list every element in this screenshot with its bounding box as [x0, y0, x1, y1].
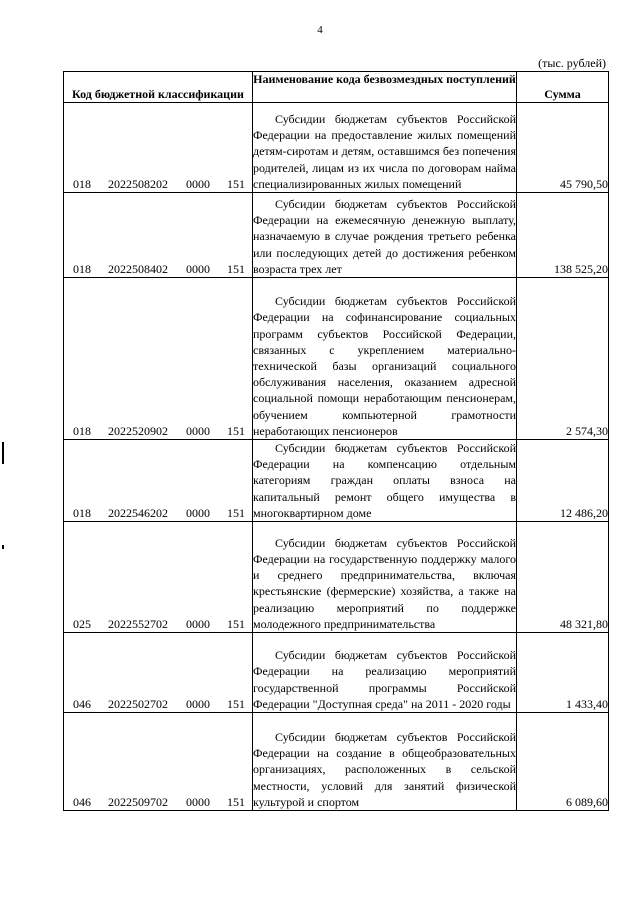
table-row [64, 522, 609, 633]
code-program: 0000 [186, 697, 210, 712]
sum-cell: 6 089,60 [517, 713, 609, 811]
margin-mark [2, 442, 4, 464]
code-admin: 025 [73, 617, 91, 632]
code-admin: 018 [73, 262, 91, 276]
code-program: 0000 [186, 795, 210, 810]
code-admin: 018 [73, 506, 91, 521]
code-kosgu: 151 [227, 262, 245, 276]
code-type: 2022502702 [108, 697, 168, 712]
code-cell [64, 522, 253, 633]
table-row [64, 633, 609, 713]
units-label: (тыс. рублей) [538, 56, 606, 70]
code-kosgu: 151 [227, 424, 245, 438]
name-cell [253, 713, 517, 811]
code-kosgu: 151 [227, 697, 245, 712]
name-cell [253, 440, 517, 522]
code-kosgu: 151 [227, 506, 245, 521]
table-row [64, 278, 609, 440]
code-type: 2022509702 [108, 795, 168, 810]
table-row [64, 713, 609, 811]
name-text: Субсидии бюджетам субъектов Российской Федерации на ежемесячную денежную выплату, назначаемую в случае рождения третьего ребенка или последующих детей до достижения ребенком возраста трех лет [253, 196, 516, 276]
code-program: 0000 [186, 262, 210, 276]
sum-cell: 48 321,80 [517, 522, 609, 633]
code-kosgu: 151 [227, 795, 245, 810]
code-type: 2022508202 [108, 177, 168, 191]
page-number: 4 [317, 24, 323, 36]
name-text: Субсидии бюджетам субъектов Российской Федерации на предоставление жилых помещений детям-сиротам и детям, оставшимся без попечения родителей, лицам из их числа по договорам найма специализированных жилых помещений [253, 111, 516, 191]
name-text: Субсидии бюджетам субъектов Российской Федерации на создание в общеобразовательных организациях, расположенных в сельской местности, условий для занятий физической культурой и спортом [253, 730, 516, 809]
sum-cell: 2 574,30 [517, 278, 609, 440]
code-kosgu: 151 [227, 177, 245, 191]
code-type: 2022520902 [108, 424, 168, 438]
name-text: Субсидии бюджетам субъектов Российской Федерации на реализацию мероприятий государственной программы Российской Федерации "Доступная среда" на 2011 - 2020 годы [253, 648, 516, 711]
name-cell [253, 522, 517, 633]
code-cell [64, 633, 253, 713]
budget-table [63, 71, 609, 811]
header-name: Наименование кода безвозмездных поступлений [253, 72, 517, 103]
name-cell [253, 103, 517, 193]
code-cell [64, 103, 253, 193]
code-admin: 046 [73, 795, 91, 810]
code-type: 2022546202 [108, 506, 168, 521]
margin-mark [2, 545, 4, 549]
name-cell [253, 278, 517, 440]
sum-cell: 12 486,20 [517, 440, 609, 522]
header-sum: Сумма [517, 72, 609, 103]
code-program: 0000 [186, 617, 210, 632]
code-cell [64, 440, 253, 522]
code-kosgu: 151 [227, 617, 245, 632]
code-admin: 046 [73, 697, 91, 712]
name-cell [253, 193, 517, 278]
header-code: Код бюджетной классификации [64, 72, 253, 103]
sum-cell: 138 525,20 [517, 193, 609, 278]
name-text: Субсидии бюджетам субъектов Российской Федерации на софинансирование социальных программ субъектов Российской Федерации, связанных с укреплением материально-технической базы организаций социального обслуживания населения, оказанием адресной социальной помощи неработающим пенсионерам, обучением компьютерной грамотности неработающих пенсионеров [253, 294, 516, 438]
sum-cell: 45 790,50 [517, 103, 609, 193]
code-cell [64, 278, 253, 440]
code-cell [64, 193, 253, 278]
name-text: Субсидии бюджетам субъектов Российской Федерации на государственную поддержку малого и среднего предпринимательства, включая крестьянские (фермерские) хозяйства, а также на реализацию мероприятий по поддержке молодежного предпринимательства [253, 535, 516, 631]
table-row [64, 440, 609, 522]
code-program: 0000 [186, 177, 210, 191]
code-program: 0000 [186, 506, 210, 521]
code-type: 2022552702 [108, 617, 168, 632]
name-cell [253, 633, 517, 713]
name-text: Субсидии бюджетам субъектов Российской Федерации на компенсацию отдельным категориям граждан оплаты взноса на капитальный ремонт общего имущества в многоквартирном доме [253, 441, 516, 520]
table-row [64, 103, 609, 193]
table-header-row [64, 72, 609, 103]
code-type: 2022508402 [108, 262, 168, 276]
code-program: 0000 [186, 424, 210, 438]
code-cell [64, 713, 253, 811]
code-admin: 018 [73, 424, 91, 438]
code-admin: 018 [73, 177, 91, 191]
sum-cell: 1 433,40 [517, 633, 609, 713]
table-row [64, 193, 609, 278]
